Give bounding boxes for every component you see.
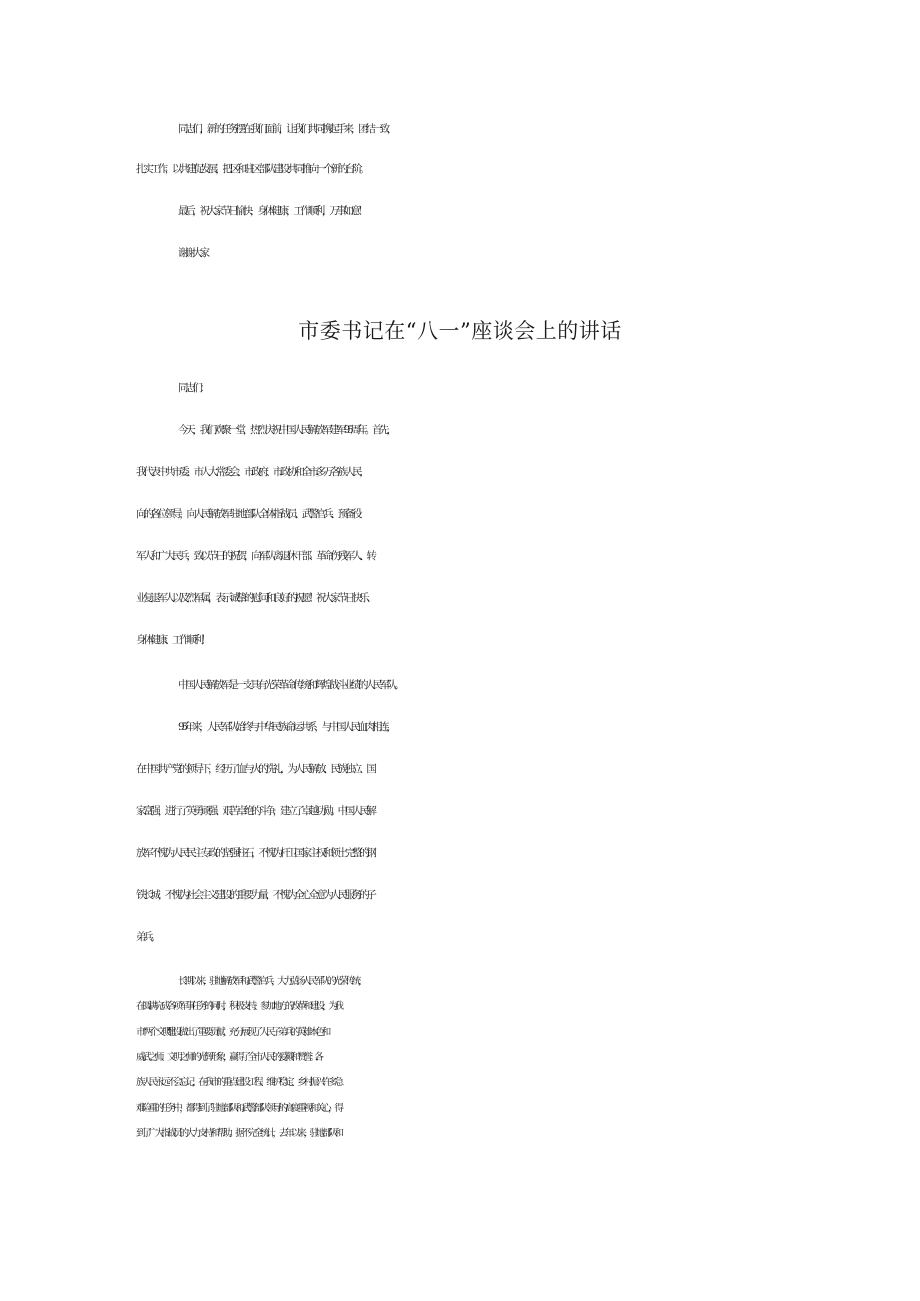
paragraph-line: 中国人民解放军是一支具有光荣革命传统和辉煌战斗业绩的人民军队。 — [178, 679, 402, 691]
intro-line: 扎实工作，以共建促发展，把...区和驻区部队建设共同推向一个新的台阶。 — [136, 163, 367, 175]
paragraph-line: 族人民永远不会忘记，在我市的重点建设工程、维护稳定、乡村振兴许多急 — [136, 1077, 341, 1088]
paragraph-line: 威武之师、文明之师的光辉形象，赢得了全市人民的爱戴和赞誉。...各 — [136, 1052, 321, 1063]
paragraph-line: 弟兵。 — [136, 931, 158, 943]
paragraph-line: 军人和广大民兵，致以节日的祝贺，向军队离退休干部、革命伤残军人、转 — [136, 550, 374, 562]
salutation: 同志们： — [178, 382, 207, 394]
intro-line: 同志们，新的任务摆在我们面前，让我们共同携起手来，团结一致， — [178, 123, 394, 135]
paragraph-line: 向...的各位领导，向人民解放军驻地部队全体指战员、武警官兵、预备役 — [136, 508, 360, 520]
paragraph-line: 难险重的任务中，都得到了驻地部队和武警部队领导的高度重视和关心，得 — [136, 1103, 341, 1114]
paragraph-line: 市“两个文明''建设做出了重要贡献，充分展现了人民子弟兵的英雄本色和 — [136, 1027, 328, 1038]
paragraph-line: 家富强，进行了英勇顽强、艰苦卓绝的斗争，建立了卓越功勋。中国人民解 — [136, 805, 374, 817]
paragraph-line: 95年来，人民军队始终与中华民族命运共系，与中国人民血肉相连， — [178, 721, 394, 733]
paragraph-line: 铁长城，不愧为社会主义建设的重要力量，不愧为全心全意为人民服务的子 — [136, 889, 374, 901]
paragraph-line: 长期以来，驻地解放军和武警官兵，大力弘扬人民军队的光荣传统， — [178, 976, 364, 987]
paragraph-line: 我代表中共市委、市人大常委会、市政府、市政协和全市...多万各族人民， — [136, 466, 367, 478]
paragraph-line: 放军不愧为人民民主专政的坚强柱石，不愧为杆卫国家主权和领土完整的钢 — [136, 847, 374, 859]
paragraph-line: 今天，我们欢聚一堂，热烈庆祝中国人民解放军建军95周年。首先， — [178, 424, 394, 436]
intro-line: 最后，祝大家节日愉快，身体健康，工作顺利，万事如意！ — [178, 205, 366, 217]
paragraph-line: 业复退军人以及烈军属，表示诚挚的慰问和良好的祝愿！祝大家节日快乐、 — [136, 592, 374, 604]
paragraph-line: 到了广大指战员的大力支持和帮助。据不完全统计，去年以来，驻地部队和 — [136, 1128, 341, 1139]
speech-title: 市委书记在“八一”座谈会上的讲话 — [298, 319, 622, 343]
intro-line: 谢谢大家 — [178, 247, 207, 259]
paragraph-line: 在中国共产党的领导下，经历了血与火的洗礼，为人民解放、民族独立、国 — [136, 763, 374, 775]
paragraph-line: 在圆满完成各项军事任务的同时，积极支持、参加地方的改革和建设，为我 — [136, 1001, 341, 1012]
paragraph-line: 身体健康、工作顺利！ — [136, 634, 208, 646]
